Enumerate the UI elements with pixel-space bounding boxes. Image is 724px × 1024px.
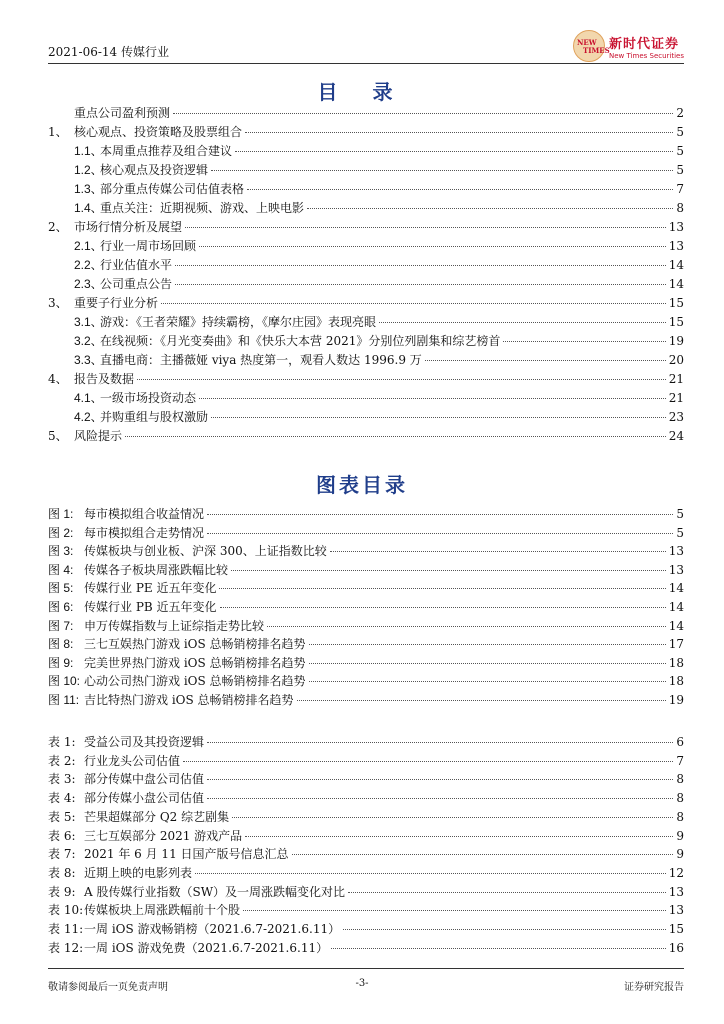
dot-leader (267, 626, 666, 627)
entry-title: 每市模拟组合走势情况 (84, 525, 205, 540)
entry-number: 图 11: (48, 693, 80, 707)
figure-entry[interactable] (48, 579, 684, 597)
entry-title: 三七互娱部分 2021 游戏产品 (84, 828, 243, 843)
figure-entry[interactable] (48, 617, 684, 635)
table-entry[interactable] (48, 752, 684, 770)
entry-title: 芒果超媒部分 Q2 综艺剧集 (84, 809, 230, 824)
entry-number: 1.4、 (74, 201, 103, 215)
entry-page: 9 (676, 828, 684, 843)
entry-number: 2.3、 (74, 277, 103, 291)
entry-title: 完美世界热门游戏 iOS 总畅销榜排名趋势 (84, 655, 306, 670)
dot-leader (379, 322, 666, 323)
entry-page: 13 (668, 903, 684, 918)
entry-title: A 股传媒行业指数（SW）及一周涨跌幅变化对比 (84, 884, 346, 899)
dot-leader (235, 151, 673, 152)
toc-entry[interactable] (48, 218, 684, 236)
entry-title: 重点关注：近期视频、游戏、上映电影 (100, 201, 305, 215)
dot-leader (207, 533, 673, 534)
entry-page: 20 (668, 353, 684, 367)
entry-page: 18 (668, 674, 684, 689)
entry-number: 图 10: (48, 674, 81, 689)
entry-page: 13 (668, 220, 684, 234)
company-logo (573, 30, 684, 62)
toc-entry[interactable] (48, 237, 684, 255)
dot-leader (185, 227, 666, 228)
dot-leader (297, 700, 666, 701)
dot-leader (245, 836, 673, 837)
figure-entry[interactable] (48, 654, 684, 672)
figure-entry[interactable] (48, 524, 684, 542)
table-entry[interactable] (48, 827, 684, 845)
dot-leader (175, 265, 666, 266)
entry-number: 4、 (48, 372, 68, 386)
figure-entry[interactable] (48, 672, 684, 690)
entry-number: 表 7: (48, 847, 76, 862)
entry-title: 每市模拟组合收益情况 (84, 507, 205, 521)
toc-entry[interactable] (48, 389, 684, 407)
entry-title: 行业估值水平 (100, 258, 173, 272)
toc-entry[interactable] (48, 142, 684, 160)
dot-leader (175, 284, 666, 285)
entry-page: 2 (676, 106, 684, 120)
figure-list-title: 图表目录 (316, 473, 408, 497)
entry-page: 15 (668, 315, 684, 329)
toc-entry[interactable] (48, 256, 684, 274)
entry-number: 3、 (48, 296, 68, 310)
entry-number: 1.1、 (74, 144, 103, 158)
table-entry[interactable] (48, 733, 684, 751)
dot-leader (199, 398, 666, 399)
entry-page: 23 (668, 410, 684, 424)
logo-name-cn: 新时代证券 (609, 36, 680, 52)
entry-title: 传媒板块上周涨跌幅前十个股 (84, 903, 241, 918)
footer-disclaimer: 敬请参阅最后一页免责声明 (48, 982, 168, 993)
entry-page: 9 (676, 847, 684, 862)
logo-mark-top: NEW (577, 38, 597, 47)
entry-number: 表 1: (48, 735, 76, 749)
entry-page: 8 (676, 772, 684, 787)
toc-entry[interactable] (48, 370, 684, 388)
entry-page: 19 (668, 334, 684, 348)
logo-mark-icon (573, 30, 610, 62)
entry-number: 4.1、 (74, 391, 103, 405)
entry-page: 15 (668, 296, 684, 310)
toc-entry[interactable] (48, 180, 684, 198)
entry-page: 15 (668, 922, 684, 936)
entry-title: 本周重点推荐及组合建议 (100, 144, 233, 158)
entry-title: 部分传媒小盘公司估值 (84, 791, 205, 806)
toc-entry[interactable] (48, 199, 684, 217)
table-entry[interactable] (48, 770, 684, 788)
toc-entry[interactable] (48, 408, 684, 426)
entry-title: 传媒行业 PE 近五年变化 (84, 581, 217, 596)
entry-page: 21 (668, 372, 684, 386)
page-number: -3- (355, 978, 369, 989)
entry-number: 5、 (48, 429, 68, 443)
toc-entry[interactable] (48, 351, 684, 369)
entry-title: 风险提示 (74, 429, 123, 443)
dot-leader (207, 514, 673, 515)
dot-leader (211, 417, 666, 418)
entry-number: 表 8: (48, 865, 76, 880)
entry-number: 图 6: (48, 600, 74, 614)
entry-page: 21 (668, 391, 684, 405)
entry-title: 吉比特热门游戏 iOS 总畅销榜排名趋势 (84, 693, 294, 707)
entry-number: 图 5: (48, 581, 74, 596)
dot-leader (219, 588, 665, 589)
entry-title: 并购重组与股权激励 (100, 410, 209, 424)
entry-title: 2021 年 6 月 11 日国产版号信息汇总 (84, 847, 289, 862)
entry-number: 表 10: (48, 903, 84, 918)
entry-number: 表 3: (48, 772, 76, 787)
entry-page: 5 (676, 144, 684, 158)
dot-leader (207, 742, 673, 743)
entry-page: 14 (668, 581, 684, 596)
dot-leader (309, 681, 666, 682)
entry-page: 5 (676, 163, 684, 177)
entry-page: 8 (676, 809, 684, 824)
header-date-sector: 2021-06-14 传媒行业 (48, 45, 170, 59)
entry-number: 表 2: (48, 753, 76, 768)
entry-page: 8 (676, 201, 684, 215)
entry-title: 部分传媒中盘公司估值 (84, 772, 205, 787)
toc-entry[interactable] (48, 161, 684, 179)
dot-leader (503, 341, 665, 342)
entry-number: 表 4: (48, 791, 76, 806)
entry-title: 传媒板块与创业板、沪深 300、上证指数比较 (84, 544, 327, 559)
dot-leader (137, 379, 666, 380)
figure-entry[interactable] (48, 635, 684, 653)
entry-page: 18 (668, 655, 684, 670)
entry-page: 17 (668, 637, 684, 652)
toc-title: 目 录 (317, 80, 407, 104)
entry-page: 13 (668, 884, 684, 899)
entry-number: 表 12: (48, 940, 84, 955)
figure-entry[interactable] (48, 542, 684, 560)
dot-leader (243, 910, 666, 911)
entry-title: 近期上映的电影列表 (84, 865, 193, 880)
entry-number: 图 8: (48, 637, 74, 652)
entry-number: 图 4: (48, 562, 74, 577)
table-entry[interactable] (48, 883, 684, 901)
logo-name-en: New Times Securities (609, 51, 684, 60)
entry-title: 核心观点、投资策略及股票组合 (74, 125, 243, 139)
toc-entry[interactable] (48, 275, 684, 293)
figure-entry[interactable] (48, 561, 684, 579)
logo-mark-bottom: TIMES (583, 46, 610, 55)
toc-entry[interactable] (48, 427, 684, 445)
dot-leader (173, 113, 673, 114)
entry-number: 图 9: (48, 655, 74, 670)
table-entry[interactable] (48, 864, 684, 882)
entry-title: 一周 iOS 游戏畅销榜（2021.6.7-2021.6.11） (84, 922, 341, 936)
entry-page: 7 (676, 753, 684, 768)
dot-leader (309, 663, 666, 664)
entry-number: 表 5: (48, 809, 76, 824)
dot-leader (307, 208, 673, 209)
entry-page: 16 (668, 940, 684, 955)
entry-number: 4.2、 (74, 410, 103, 424)
footer-report-type: 证券研究报告 (624, 982, 684, 993)
dot-leader (161, 303, 666, 304)
entry-title: 传媒各子板块周涨跌幅比较 (84, 562, 229, 577)
dot-leader (232, 817, 673, 818)
entry-title: 核心观点及投资逻辑 (100, 163, 209, 177)
dot-leader (231, 570, 666, 571)
entry-title: 行业一周市场回顾 (100, 239, 197, 253)
entry-page: 14 (668, 600, 684, 614)
entry-number: 表 11: (48, 922, 84, 936)
dot-leader (330, 551, 666, 552)
table-entry[interactable] (48, 901, 684, 919)
dot-leader (220, 607, 666, 608)
footer-divider (48, 968, 684, 969)
entry-title: 心动公司热门游戏 iOS 总畅销榜排名趋势 (84, 674, 306, 689)
entry-page: 13 (668, 544, 684, 559)
entry-title: 市场行情分析及展望 (74, 220, 183, 234)
entry-number: 3.2、 (74, 334, 103, 348)
entry-page: 19 (668, 693, 684, 707)
entry-title: 受益公司及其投资逻辑 (84, 735, 205, 749)
toc-entry[interactable] (48, 123, 684, 141)
entry-page: 13 (668, 239, 684, 253)
dot-leader (331, 948, 666, 949)
entry-title: 一周 iOS 游戏免费（2021.6.7-2021.6.11） (84, 940, 329, 955)
entry-number: 3.3、 (74, 353, 103, 367)
table-entry[interactable] (48, 789, 684, 807)
figure-entry[interactable] (48, 505, 684, 523)
entry-page: 13 (668, 562, 684, 577)
table-entry[interactable] (48, 808, 684, 826)
entry-title: 报告及数据 (74, 372, 135, 386)
toc-entry[interactable] (48, 104, 684, 122)
entry-page: 14 (668, 277, 684, 291)
dot-leader (343, 929, 666, 930)
entry-page: 7 (676, 182, 684, 196)
dot-leader (125, 436, 666, 437)
dot-leader (245, 132, 673, 133)
entry-number: 2.2、 (74, 258, 103, 272)
table-entry[interactable] (48, 845, 684, 863)
entry-title: 传媒行业 PB 近五年变化 (84, 600, 217, 614)
entry-page: 14 (668, 618, 684, 633)
dot-leader (183, 761, 673, 762)
entry-title: 重要子行业分析 (74, 296, 159, 310)
dot-leader (211, 170, 673, 171)
entry-title: 三七互娱热门游戏 iOS 总畅销榜排名趋势 (84, 637, 306, 652)
entry-number: 表 6: (48, 828, 76, 843)
entry-number: 表 9: (48, 884, 76, 899)
toc-entry[interactable] (48, 294, 684, 312)
entry-title: 在线视频：《月光变奏曲》和《快乐大本营 2021》分别位列剧集和综艺榜首 (100, 334, 501, 348)
dot-leader (348, 892, 666, 893)
entry-page: 14 (668, 258, 684, 272)
dot-leader (195, 873, 666, 874)
entry-number: 3.1、 (74, 315, 103, 329)
toc-entry[interactable] (48, 313, 684, 331)
entry-number: 图 7: (48, 618, 74, 633)
entry-title: 一级市场投资动态 (100, 391, 197, 405)
entry-number: 1、 (48, 125, 68, 139)
entry-number: 图 2: (48, 525, 74, 540)
entry-title: 行业龙头公司估值 (84, 753, 181, 768)
entry-page: 12 (668, 865, 684, 880)
dot-leader (425, 360, 666, 361)
page-header (48, 30, 684, 64)
entry-title: 部分重点传媒公司估值表格 (100, 182, 245, 196)
entry-number: 图 1: (48, 507, 74, 521)
dot-leader (199, 246, 666, 247)
figure-entry[interactable] (48, 598, 684, 616)
entry-title: 申万传媒指数与上证综指走势比较 (84, 618, 265, 633)
dot-leader (292, 854, 674, 855)
table-entry[interactable] (48, 939, 684, 957)
dot-leader (207, 798, 673, 799)
entry-number: 2、 (48, 220, 68, 234)
entry-number: 图 3: (48, 544, 74, 559)
dot-leader (309, 644, 666, 645)
dot-leader (247, 189, 673, 190)
entry-title: 游戏：《王者荣耀》持续霸榜，《摩尔庄园》表现亮眼 (100, 315, 377, 329)
figure-entry[interactable] (48, 691, 684, 709)
entry-title: 公司重点公告 (100, 277, 173, 291)
entry-number: 1.2、 (74, 163, 103, 177)
entry-number: 1.3、 (74, 182, 103, 196)
entry-title: 重点公司盈利预测 (74, 106, 171, 120)
table-entry[interactable] (48, 920, 684, 938)
entry-page: 5 (676, 507, 684, 521)
entry-number: 2.1、 (74, 239, 103, 253)
toc-entry[interactable] (48, 332, 684, 350)
entry-page: 5 (676, 125, 684, 139)
entry-page: 6 (676, 735, 684, 749)
entry-page: 8 (676, 791, 684, 806)
entry-page: 24 (668, 429, 684, 443)
entry-page: 5 (676, 525, 684, 540)
header-divider (48, 63, 684, 64)
dot-leader (207, 779, 673, 780)
entry-title: 直播电商：主播薇娅 viya 热度第一，观看人数达 1996.9 万 (100, 353, 422, 367)
